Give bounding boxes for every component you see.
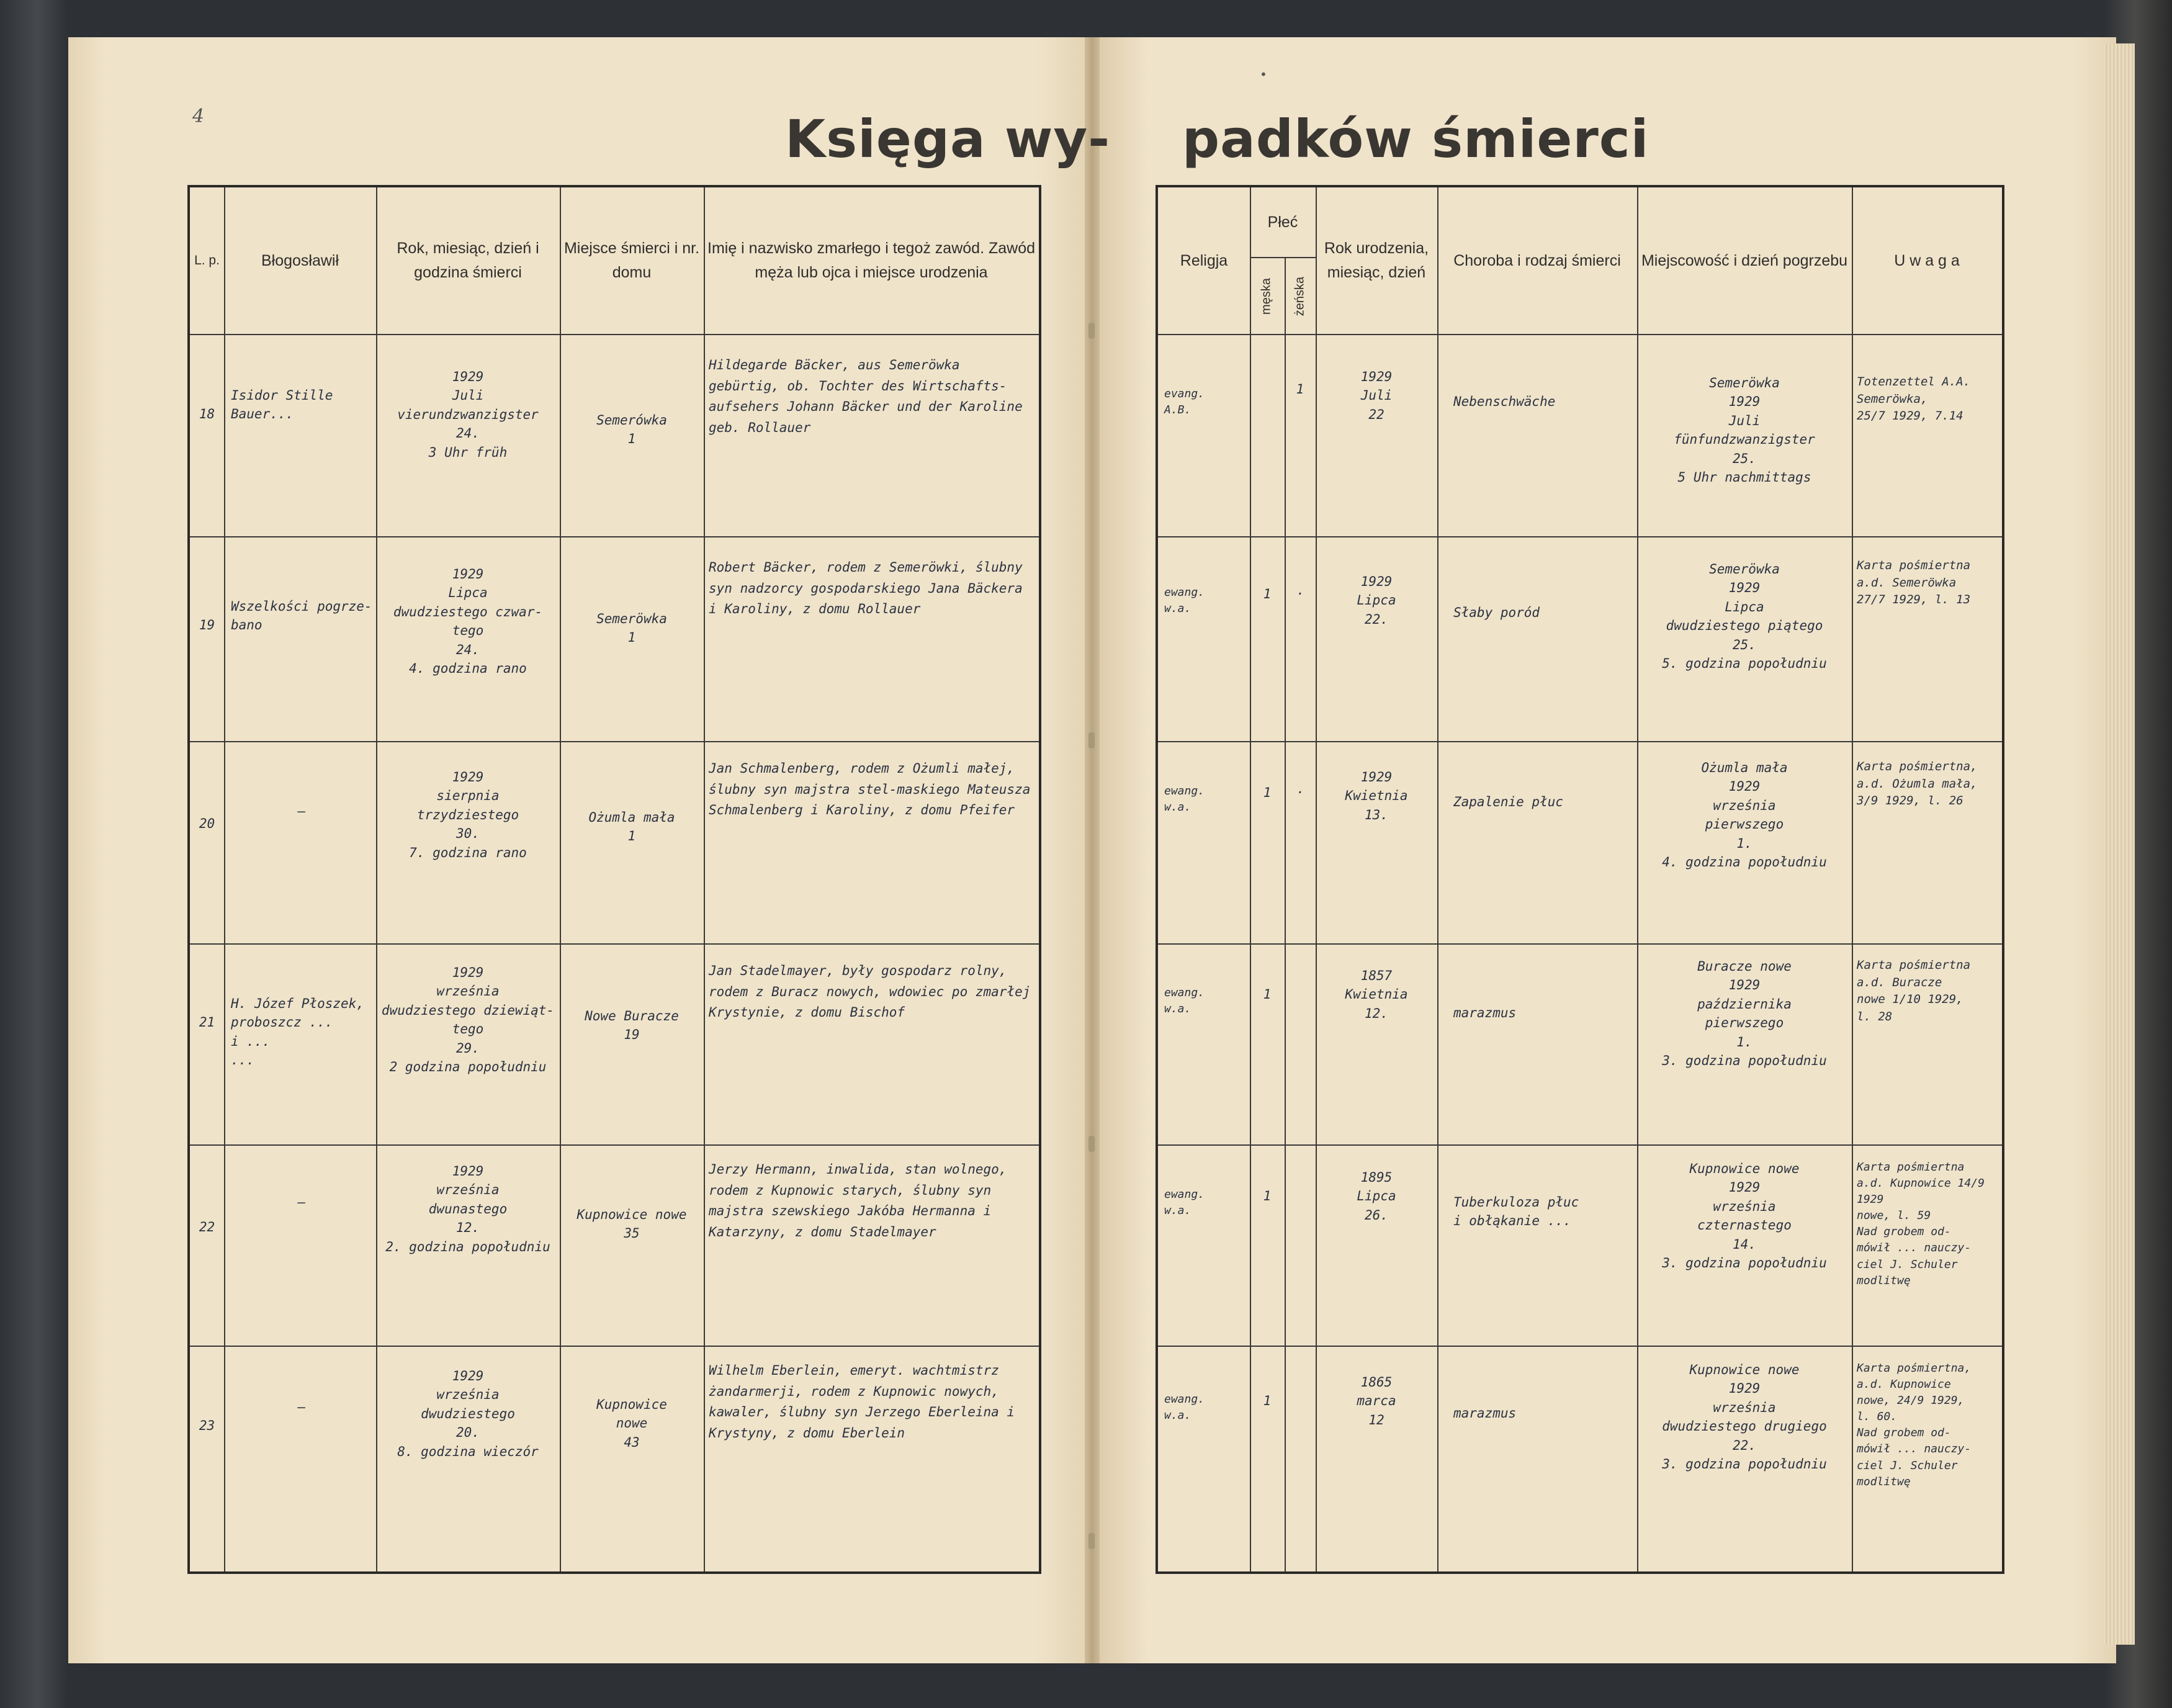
row-imie: Wilhelm Eberlein, emeryt. wachtmistrz żandarmerji, rodem z Kupnowic nowych, kawaler, ślubny syn Jerzego Eberleina i Krystyny, z domu Eberlein <box>709 1363 1015 1441</box>
header-mark: • <box>1260 67 1267 82</box>
header-imie: Imię i nazwisko zmarłego i tegoż zawód. Zawód męża lub ojca i miejsce urodzenia <box>707 240 1036 281</box>
row-pogrzeb: Kupnowice nowe 1929 września dwudziestego drugiego 22. 3. godzina popołudniu <box>1662 1362 1827 1472</box>
page-number: 4 <box>192 106 205 127</box>
row-miejsce: Semerówka 1 <box>596 413 667 447</box>
row-imie: Jan Stadelmayer, były gospodarz rolny, rodem z Buracz nowych, wdowiec po zmarłej Krystynie, z domu Bischof <box>709 963 1031 1020</box>
row-zenska: · <box>1296 587 1304 601</box>
row-urodzenie: 1865 marca 12 <box>1357 1375 1396 1427</box>
row-lp: 18 <box>199 407 215 421</box>
header-plec: Płeć <box>1267 213 1298 231</box>
row-urodzenie: 1857 Kwietnia 12. <box>1345 968 1408 1021</box>
row-pogrzeb: Semeröwka 1929 Juli fünfundzwanzigster 25. 5 Uhr nachmittags <box>1674 375 1815 485</box>
row-meska: 1 <box>1263 785 1272 800</box>
header-zenska: żeńska <box>1293 276 1307 317</box>
row-uwaga: Karta pośmiertna a.d. Kupnowice 14/9 1929 nowe, l. 59 Nad grobem od- mówił ... nauczy- ciel J. Schuler modlitwę <box>1857 1161 1985 1287</box>
row-uwaga: Karta pośmiertna, a.d. Kupnowice nowe, 24/9 1929, l. 60. Nad grobem od- mówił ... nauczy- ciel J. Schuler modlitwę <box>1857 1362 1972 1488</box>
row-religia: evang. A.B. <box>1164 387 1205 417</box>
row-imie: Jan Schmalenberg, rodem z Ożumli małej, ślubny syn majstra stel-maskiego Mateusza Schmalenberg i Karoliny, z domu Pfeifer <box>709 761 1031 818</box>
row-choroba: Tuberkuloza płuc i obłąkanie ... <box>1453 1195 1579 1229</box>
row-meska: 1 <box>1263 1393 1272 1408</box>
row-urodzenie: 1929 Lipca 22. <box>1357 574 1396 627</box>
row-religia: ewang. w.a. <box>1164 586 1205 616</box>
header-urodzenie: Rok urodzenia, miesiąc, dzień <box>1324 240 1429 281</box>
header-religia: Religja <box>1180 251 1228 269</box>
row-uwaga: Karta pośmiertna a.d. Semeröwka 27/7 1929, l. 13 <box>1857 559 1971 607</box>
row-blogoslawil: — <box>297 1195 306 1210</box>
register-title-right: padków śmierci <box>1182 109 1649 169</box>
row-imie: Hildegarde Bäcker, aus Semeröwka gebürtig, ob. Tochter des Wirtschafts-aufsehers Johann Bäcker und der Karoline geb. Rollauer <box>709 357 1023 435</box>
row-urodzenie: 1895 Lipca 26. <box>1357 1170 1396 1223</box>
row-lp: 22 <box>199 1220 215 1234</box>
header-miejsce: Miejsce śmierci i nr. domu <box>563 240 700 281</box>
row-imie: Jerzy Hermann, inwalida, stan wolnego, rodem z Kupnowic starych, ślubny syn majstra szewskiego Jakóba Hermanna i Katarzyny, z domu Stadelmayer <box>709 1162 1007 1239</box>
row-zenska: · <box>1296 785 1304 800</box>
row-lp: 21 <box>199 1015 215 1030</box>
row-miejsce: Kupnowice nowe 35 <box>577 1207 687 1241</box>
row-pogrzeb: Kupnowice nowe 1929 września czternastego 14. 3. godzina popołudniu <box>1662 1161 1827 1271</box>
header-lp: L. p. <box>194 253 220 267</box>
row-uwaga: Karta pośmiertna a.d. Buracze nowe 1/10 1929, l. 28 <box>1857 958 1971 1023</box>
row-lp: 20 <box>199 816 215 831</box>
row-religia: ewang. w.a. <box>1164 784 1205 814</box>
binding-stitch <box>1088 1136 1095 1152</box>
row-meska: 1 <box>1263 987 1272 1002</box>
row-miejsce: Semeröwka 1 <box>596 611 667 645</box>
row-blogoslawil: — <box>297 804 306 819</box>
row-choroba: Zapalenie płuc <box>1453 794 1564 809</box>
row-data-smierci: 1929 Juli vierundzwanzigster 24. 3 Uhr früh <box>397 369 539 460</box>
row-data-smierci: 1929 września dwudziestego dziewiąt- tego 29. 2 godzina popołudniu <box>381 965 555 1075</box>
row-miejsce: Ożumla mała 1 <box>588 810 675 844</box>
row-urodzenie: 1929 Juli 22 <box>1360 369 1393 422</box>
header-uwaga: U w a g a <box>1894 251 1960 269</box>
row-meska: 1 <box>1263 587 1272 601</box>
row-data-smierci: 1929 września dwudziestego 20. 8. godzina wieczór <box>397 1369 539 1459</box>
row-religia: ewang. w.a. <box>1164 986 1205 1016</box>
binding-stitch <box>1088 732 1095 748</box>
row-lp: 19 <box>199 618 215 632</box>
row-pogrzeb: Semeröwka 1929 Lipca dwudziestego piątego 25. 5. godzina popołudniu <box>1662 562 1827 672</box>
row-pogrzeb: Ożumla mała 1929 września pierwszego 1. 4. godzina popołudniu <box>1662 760 1827 870</box>
row-uwaga: Karta pośmiertna, a.d. Ożumla mała, 3/9 1929, l. 26 <box>1857 760 1978 808</box>
page-edges <box>2104 43 2135 1645</box>
header-pogrzeb: Miejscowość i dzień pogrzebu <box>1641 251 1848 269</box>
row-data-smierci: 1929 sierpnia trzydziestego 30. 7. godzina rano <box>409 770 527 860</box>
row-choroba: marazmus <box>1453 1406 1517 1421</box>
header-blogoslawil: Błogosławił <box>261 251 339 269</box>
row-choroba: marazmus <box>1453 1005 1517 1020</box>
header-meska: męska <box>1259 278 1273 315</box>
row-blogoslawil: H. Józef Płoszek, proboszcz ... i ... ... <box>231 996 364 1068</box>
binding-stitch <box>1088 1533 1095 1549</box>
row-miejsce: Nowe Buracze 19 <box>585 1009 679 1043</box>
register-title-left: Księga wy- <box>785 109 1111 169</box>
row-blogoslawil: Isidor Stille Bauer... <box>231 388 333 422</box>
left-register-table <box>187 185 1041 1574</box>
header-choroba: Choroba i rodzaj śmierci <box>1453 251 1621 269</box>
row-data-smierci: 1929 Lipca dwudziestego czwar- tego 24. 4. godzina rano <box>393 567 543 676</box>
row-zenska: 1 <box>1296 382 1304 397</box>
row-blogoslawil: — <box>297 1400 306 1414</box>
row-imie: Robert Bäcker, rodem z Semeröwki, ślubny syn nadzorcy gospodarskiego Jana Bäckera i Karoliny, z domu Rollauer <box>709 560 1023 617</box>
row-urodzenie: 1929 Kwietnia 13. <box>1345 770 1408 822</box>
right-register-table <box>1156 185 2004 1574</box>
row-uwaga: Totenzettel A.A. Semeröwka, 25/7 1929, 7.14 <box>1857 375 1971 423</box>
book-spine <box>1085 37 1100 1663</box>
row-blogoslawil: Wszelkości pogrze- bano <box>231 599 372 633</box>
row-data-smierci: 1929 września dwunastego 12. 2. godzina popołudniu <box>385 1164 550 1254</box>
header-data-smierci: Rok, miesiąc, dzień i godzina śmierci <box>397 240 539 281</box>
binding-stitch <box>1088 323 1095 339</box>
row-lp: 23 <box>199 1418 215 1433</box>
row-choroba: Słaby poród <box>1453 605 1540 620</box>
row-choroba: Nebenschwäche <box>1453 394 1556 409</box>
row-religia: ewang. w.a. <box>1164 1393 1205 1423</box>
row-meska: 1 <box>1263 1189 1272 1203</box>
row-religia: ewang. w.a. <box>1164 1188 1205 1218</box>
row-miejsce: Kupnowice nowe 43 <box>596 1397 667 1450</box>
row-pogrzeb: Buracze nowe 1929 października pierwszego 1. 3. godzina popołudniu <box>1662 959 1827 1069</box>
